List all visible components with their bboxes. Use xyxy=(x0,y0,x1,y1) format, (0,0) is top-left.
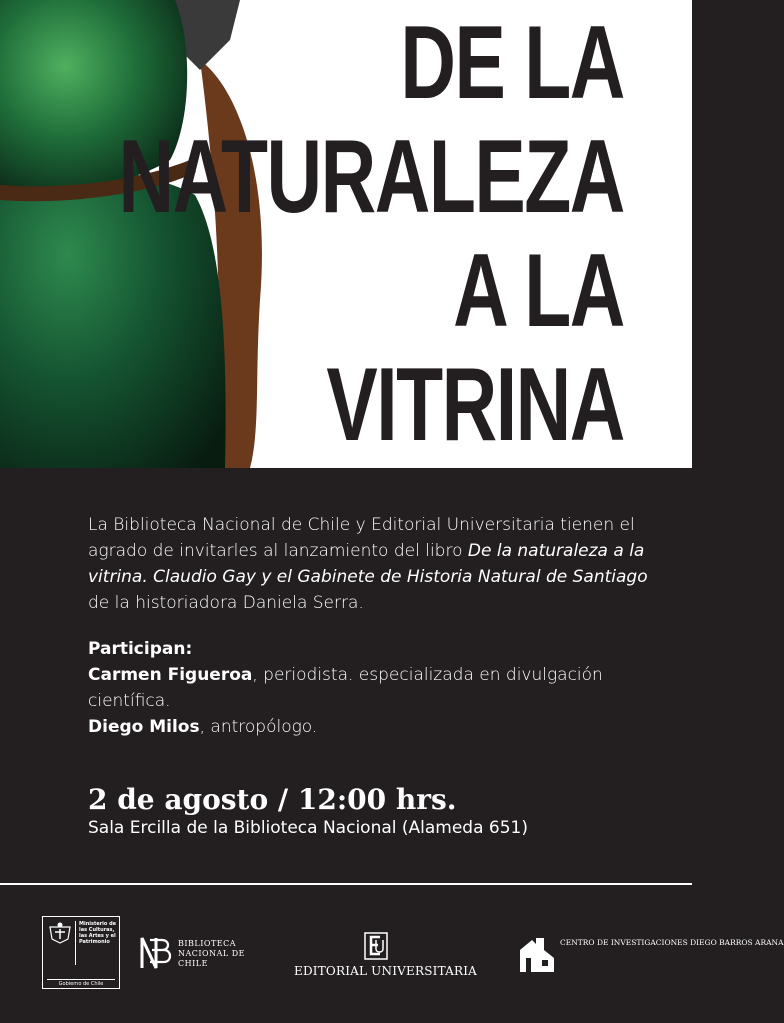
participant-name: Carmen Figueroa xyxy=(88,665,253,685)
event-description xyxy=(88,512,648,740)
book-title: De la naturaleza a la vitrina. Claudio Gay y el Gabinete de Historia Natural de Santiago xyxy=(88,541,648,587)
participants-heading: Participan: xyxy=(88,639,193,659)
editorial-logo xyxy=(294,932,478,982)
participant-item xyxy=(88,714,648,740)
participant-item xyxy=(88,662,648,714)
house-icon xyxy=(518,936,556,974)
participant-name: Diego Milos xyxy=(88,717,200,737)
intro-author: de la historiadora Daniela Serra. xyxy=(88,593,364,613)
event-date: 2 de agosto / 12:00 hrs. xyxy=(88,783,457,816)
ministerio-logo xyxy=(42,916,120,989)
logo-divider xyxy=(47,979,115,980)
editorial-text: EDITORIAL UNIVERSITARIA xyxy=(294,964,478,978)
title-line: NATURALEZA xyxy=(118,119,624,235)
centro-text: CENTRO DE INVESTIGACIONES DIEGO BARROS ARANA xyxy=(560,938,784,947)
logo-divider xyxy=(75,921,76,965)
sponsor-logos xyxy=(0,900,784,1010)
event-venue: Sala Ercilla de la Biblioteca Nacional (Alameda 651) xyxy=(88,818,528,838)
coat-of-arms-icon xyxy=(47,921,73,945)
title-line: VITRINA xyxy=(326,347,624,463)
poster-title xyxy=(119,6,624,462)
divider xyxy=(0,883,692,885)
bn-monogram-icon xyxy=(136,934,174,972)
gobierno-text: Gobierno de Chile xyxy=(58,981,104,987)
ministerio-text: Ministerio de las Culturas, las Artes y el Patrimonio xyxy=(79,921,117,945)
participant-role: , antropólogo. xyxy=(199,717,318,737)
hero-section xyxy=(0,0,692,468)
intro-paragraph xyxy=(88,512,648,616)
eu-monogram-icon xyxy=(364,932,388,960)
biblioteca-text: BIBLIOTECA NACIONAL DE CHILE xyxy=(178,939,246,968)
intro-text: La Biblioteca Nacional de Chile y Editorial Universitaria tienen el agrado de invitarles al lanzamiento del libro xyxy=(88,515,635,561)
participant-role: , periodista. especializada en divulgación científica. xyxy=(88,665,603,711)
title-line: A LA xyxy=(453,233,624,349)
title-line: DE LA xyxy=(400,5,624,121)
